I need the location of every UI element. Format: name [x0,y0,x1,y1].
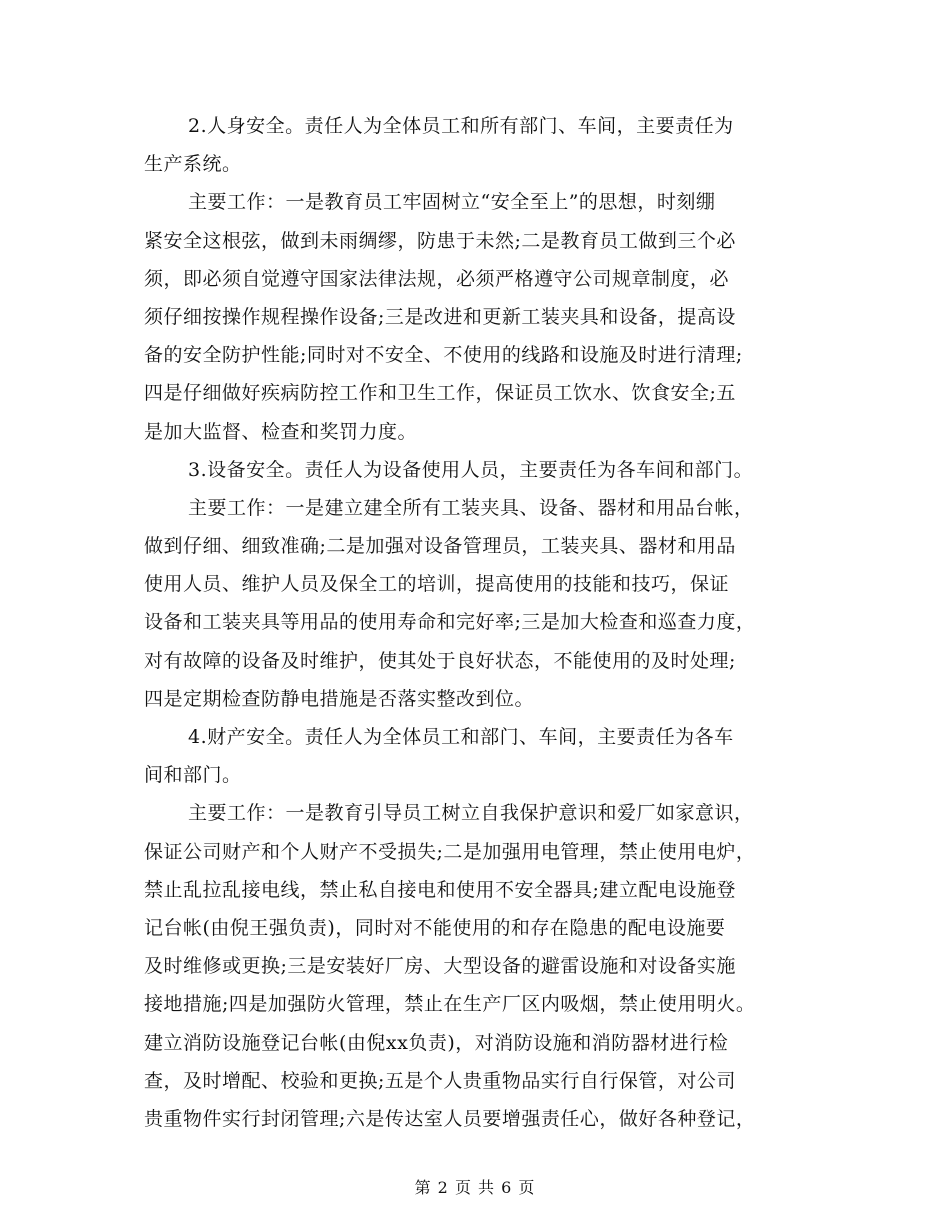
text-line: 建立消防设施登记台帐(由倪xx负责)，对消防设施和消防器材进行检 [144,1031,729,1054]
text-line: 禁止乱拉乱接电线，禁止私自接电和使用不安全器具;建立配电设施登 [144,878,736,901]
text-line: 及时维修或更换;三是安装好厂房、大型设备的避雷设施和对设备实施 [144,955,736,978]
text-line: 生产系统。 [144,153,242,176]
text-line: 主要工作：一是建立建全所有工装夹具、设备、器材和用品台帐， [188,496,754,519]
paragraph-personal-safety [144,107,824,183]
text-line: 3.设备安全。责任人为设备使用人员，主要责任为各车间和部门。 [188,458,754,481]
paragraph-equipment-safety [144,451,824,489]
text-line: 记台帐(由倪王强负责)，同时对不能使用的和存在隐患的配电设施要 [144,916,726,939]
text-line: 主要工作：一是教育员工牢固树立“安全至上”的思想，时刻绷 [188,191,716,214]
text-line: 间和部门。 [144,764,242,787]
text-line: 紧安全这根弦，做到未雨绸缪，防患于未然;二是教育员工做到三个必 [144,229,736,252]
text-line: 使用人员、维护人员及保全工的培训，提高使用的技能和技巧，保证 [144,573,730,596]
page-footer: 第 2 页 共 6 页 [414,1178,536,1197]
text-line: 对有故障的设备及时维护，使其处于良好状态，不能使用的及时处理; [144,649,736,672]
paragraph-property-safety-work [144,794,824,1138]
text-line: 做到仔细、细致准确;二是加强对设备管理员，工装夹具、器材和用品 [144,535,736,558]
paragraph-equipment-safety-work [144,489,824,718]
paragraph-property-safety [144,718,824,794]
text-line: 备的安全防护性能;同时对不安全、不使用的线路和设施及时进行清理; [144,344,743,367]
text-line: 查，及时增配、校验和更换;五是个人贵重物品实行自行保管，对公司 [144,1069,736,1092]
text-line: 4.财产安全。责任人为全体员工和部门、车间，主要责任为各车 [188,726,734,748]
document-body [144,107,824,1138]
paragraph-personal-safety-work [144,183,824,450]
text-line: 主要工作：一是教育引导员工树立自我保护意识和爱厂如家意识， [188,802,754,825]
text-line: 四是仔细做好疾病防控工作和卫生工作，保证员工饮水、饮食安全;五 [144,382,736,405]
text-line: 接地措施;四是加强防火管理，禁止在生产厂区内吸烟，禁止使用明火。 [144,993,756,1016]
text-line: 2.人身安全。责任人为全体员工和所有部门、车间，主要责任为 [188,115,734,137]
text-line: 保证公司财产和个人财产不受损失;二是加强用电管理，禁止使用电炉， [144,840,756,863]
text-line: 是加大监督、检查和奖罚力度。 [144,420,418,443]
text-line: 设备和工装夹具等用品的使用寿命和完好率;三是加大检查和巡查力度， [144,611,756,634]
text-line: 须仔细按操作规程操作设备;三是改进和更新工装夹具和设备，提高设 [144,305,736,328]
text-line: 须，即必须自觉遵守国家法律法规，必须严格遵守公司规章制度，必 [144,267,730,290]
text-line: 贵重物件实行封闭管理;六是传达室人员要增强责任心，做好各种登记， [144,1107,756,1130]
text-line: 四是定期检查防静电措施是否落实整改到位。 [144,687,535,710]
